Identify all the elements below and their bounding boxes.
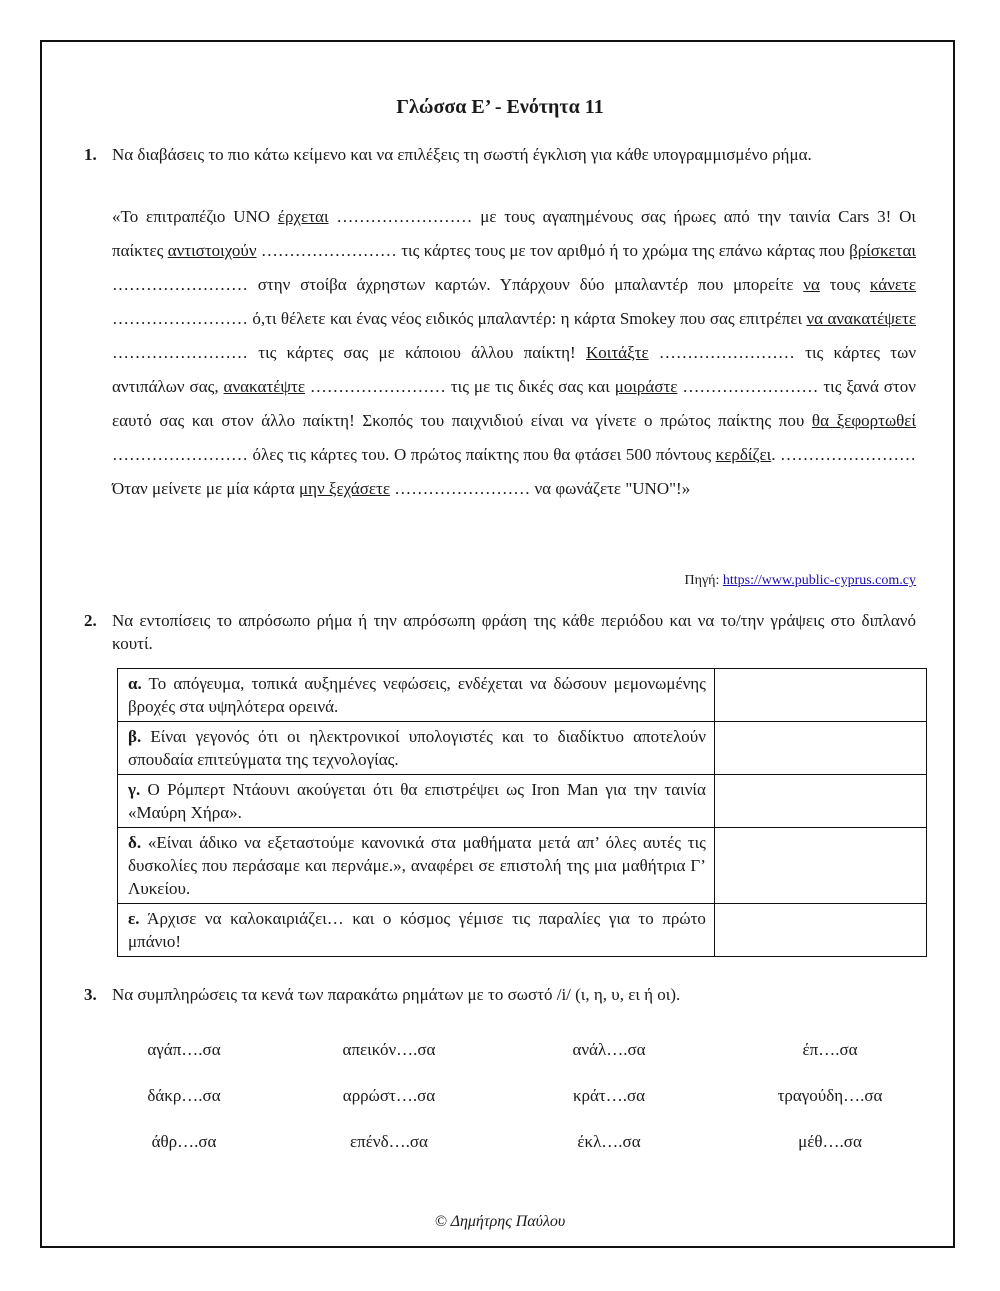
underlined-verb: να ανακατέψετε	[806, 309, 916, 328]
sentence-cell	[118, 828, 715, 904]
underlined-verb: μοιράστε	[614, 377, 678, 396]
underlined-verb: Κοιτάξτε	[585, 343, 649, 362]
underlined-verb: αντιστοιχούν	[167, 241, 257, 260]
fill-in-word[interactable]: έκλ….σα	[577, 1132, 641, 1151]
source-line	[685, 573, 916, 589]
question-3	[84, 983, 916, 1006]
fill-in-word[interactable]: αρρώστ….σα	[342, 1086, 436, 1105]
impersonal-verbs-table	[117, 668, 927, 957]
sentence-label: γ.	[128, 780, 141, 799]
fill-in-word[interactable]: αγάπ….σα	[147, 1040, 221, 1059]
fill-in-word[interactable]: έπ….σα	[802, 1040, 858, 1059]
table-row	[118, 828, 927, 904]
sentence-label: δ.	[128, 833, 142, 852]
answer-box[interactable]	[714, 722, 926, 775]
fill-in-word[interactable]: άθρ….σα	[151, 1132, 217, 1151]
answer-box[interactable]	[714, 904, 926, 957]
sentence-cell	[118, 722, 715, 775]
sentence-cell	[118, 775, 715, 828]
word-row	[84, 1086, 916, 1132]
question-2-text: Να εντοπίσεις το απρόσωπο ρήμα ή την απρόσωπη φράση της κάθε περιόδου και να το/την γράψεις στο διπλανό κουτί.	[112, 611, 916, 653]
page-title: Γλώσσα Ε’ - Ενότητα 11	[396, 96, 604, 118]
fill-in-words-grid	[84, 1040, 916, 1178]
passage-fragment: …………………… με τους αγαπημένους σας ήρωες από την ταινία Cars 3! Οι παίκτες	[112, 207, 916, 260]
underlined-verb: βρίσκεται	[849, 241, 916, 260]
answer-box[interactable]	[714, 775, 926, 828]
sentence-label: α.	[128, 674, 142, 693]
question-1-number: 1.	[84, 145, 97, 164]
question-1-text: Να διαβάσεις το πιο κάτω κείμενο και να επιλέξεις τη σωστή έγκλιση για κάθε υπογραμμισμένο ρήμα.	[112, 145, 812, 164]
sentence-cell	[118, 904, 715, 957]
passage-fragment: …………………… όλες τις κάρτες του. Ο πρώτος παίκτης που θα φτάσει 500 πόντους	[112, 445, 716, 464]
passage-fragment: . …………………… Όταν μείνετε με μία κάρτα	[112, 445, 916, 498]
question-1	[84, 143, 916, 166]
fill-in-word[interactable]: ανάλ….σα	[572, 1040, 646, 1059]
question-2	[84, 609, 916, 655]
passage-fragment: …………………… στην στοίβα άχρηστων καρτών. Υπάρχουν δύο μπαλαντέρ που μπορείτε	[112, 275, 804, 294]
passage-fragment: …………………… να φωνάζετε "UNO"!»	[389, 479, 691, 498]
underlined-verb: ανακατέψτε	[223, 377, 305, 396]
underlined-verb: κερδίζει	[715, 445, 772, 464]
sentence-cell	[118, 669, 715, 722]
passage-fragment: τους	[819, 275, 870, 294]
underlined-verb: να	[803, 275, 820, 294]
fill-in-word[interactable]: κράτ….σα	[572, 1086, 646, 1105]
sentence-label: β.	[128, 727, 142, 746]
passage-fragment: «Το επιτραπέζιο UNO	[112, 207, 278, 226]
sentence-text: Άρχισε να καλοκαιριάζει… και ο κόσμος γέμισε τις παραλίες για το πρώτο μπάνιο!	[128, 909, 706, 951]
fill-in-word[interactable]: δάκρ….σα	[147, 1086, 221, 1105]
source-label: Πηγή:	[684, 573, 723, 588]
question-2-number: 2.	[84, 611, 97, 630]
question-3-number: 3.	[84, 985, 97, 1004]
passage-fragment: …………………… τις ξανά στον εαυτό σας και στον άλλο παίκτη! Σκοπός του παιχνιδιού είναι να γίνετε ο πρώτος παίκτης που	[112, 377, 916, 430]
passage-fragment: …………………… ό,τι θέλετε και ένας νέος ειδικός μπαλαντέρ: η κάρτα Smokey που σας επιτρέπει	[112, 309, 807, 328]
sentence-text: Είναι γεγονός ότι οι ηλεκτρονικοί υπολογιστές και το διαδίκτυο αποτελούν σπουδαία επιτεύγματα της τεχνολογίας.	[128, 727, 706, 769]
table-row	[118, 669, 927, 722]
underlined-verb: κάνετε	[869, 275, 916, 294]
table-row	[118, 722, 927, 775]
underlined-verb: θα ξεφορτωθεί	[811, 411, 916, 430]
question-3-text: Να συμπληρώσεις τα κενά των παρακάτω ρημάτων με το σωστό /i/ (ι, η, υ, ει ή οι).	[112, 985, 681, 1004]
sentence-text: «Είναι άδικο να εξεταστούμε κανονικά στα μαθήματα μετά απ’ όλες αυτές τις δυσκολίες που περάσαμε και περνάμε.», αναφέρει σε επιστολή της μια μαθήτρια Γ’ Λυκείου.	[128, 833, 706, 898]
footer-copyright: © Δημήτρης Παύλου	[434, 1213, 566, 1230]
table-row	[118, 775, 927, 828]
fill-in-word[interactable]: απεικόν….σα	[342, 1040, 436, 1059]
table-row	[118, 904, 927, 957]
sentence-text: Το απόγευμα, τοπικά αυξημένες νεφώσεις, ενδέχεται να δώσουν μεμονωμένης βροχές στα υψηλότερα ορεινά.	[128, 674, 706, 716]
passage-fragment: …………………… τις κάρτες τους με τον αριθμό ή το χρώμα της επάνω κάρτας που	[256, 241, 850, 260]
sentence-label: ε.	[128, 909, 140, 928]
fill-in-word[interactable]: επένδ….σα	[350, 1132, 428, 1151]
fill-in-word[interactable]: μέθ….σα	[798, 1132, 862, 1151]
passage-fragment: …………………… τις κάρτες των αντιπάλων σας,	[112, 343, 917, 396]
word-row	[84, 1132, 916, 1178]
sentence-text: Ο Ρόμπερτ Ντάουνι ακούγεται ότι θα επιστρέψει ως Iron Man για την ταινία «Μαύρη Χήρα».	[128, 780, 706, 822]
passage-fragment: …………………… τις κάρτες σας με κάποιου άλλου παίκτη!	[112, 343, 586, 362]
fill-in-word[interactable]: τραγούδη….σα	[777, 1086, 883, 1105]
underlined-verb: μην ξεχάσετε	[298, 479, 390, 498]
answer-box[interactable]	[714, 669, 926, 722]
source-link[interactable]: https://www.public-cyprus.com.cy	[722, 573, 916, 588]
passage-fragment: …………………… τις με τις δικές σας και	[304, 377, 615, 396]
underlined-verb: έρχεται	[277, 207, 329, 226]
passage-text	[112, 200, 916, 506]
word-row	[84, 1040, 916, 1086]
answer-box[interactable]	[714, 828, 926, 904]
